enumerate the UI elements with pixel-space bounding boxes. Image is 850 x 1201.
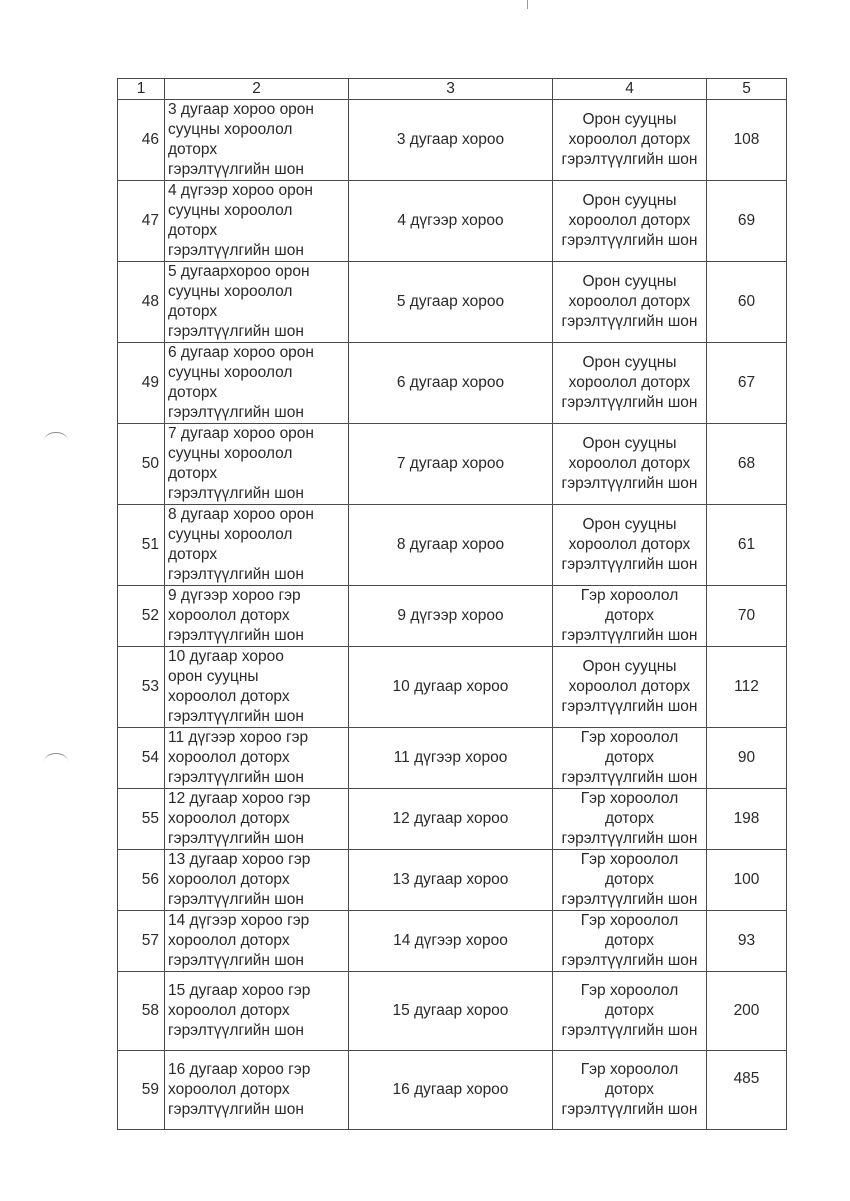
row-name-cell-text: 8 дугаар хороо орон сууцны хороолол доторх гэрэлтүүлгийн шон — [168, 506, 314, 583]
row-type-cell-text: Гэр хороолол доторх гэрэлтүүлгийн шон — [561, 1061, 698, 1118]
row-count-cell — [707, 343, 787, 424]
row-count-cell — [707, 647, 787, 728]
row-khoroo-cell — [349, 586, 553, 647]
row-name-cell — [165, 728, 349, 789]
row-khoroo-cell-text: 10 дугаар хороо — [392, 678, 509, 695]
row-count-cell-text: 198 — [733, 810, 760, 827]
row-number-cell — [118, 1051, 165, 1130]
punch-hole-mark — [44, 432, 68, 449]
row-type-cell-text: Гэр хороолол доторх гэрэлтүүлгийн шон — [561, 912, 698, 969]
row-khoroo-cell-text: 15 дугаар хороо — [392, 1002, 509, 1019]
row-name-cell — [165, 505, 349, 586]
row-number-cell-text: 49 — [141, 374, 159, 391]
row-khoroo-cell — [349, 789, 553, 850]
header-cell: 1 — [118, 79, 165, 100]
row-number-cell — [118, 728, 165, 789]
row-khoroo-cell-text: 16 дугаар хороо — [392, 1081, 509, 1098]
row-name-cell-text: 15 дугаар хороо гэр хороолол доторх гэрэлтүүлгийн шон — [168, 982, 311, 1039]
row-count-cell — [707, 972, 787, 1051]
row-name-cell-text: 4 дүгээр хороо орон сууцны хороолол доторх гэрэлтүүлгийн шон — [168, 182, 313, 259]
row-count-cell-text: 485 — [733, 1070, 760, 1087]
row-khoroo-cell-text: 3 дугаар хороо — [396, 131, 505, 148]
row-type-cell — [553, 1051, 707, 1130]
row-type-cell-text: Орон сууцны хороолол доторх гэрэлтүүлгийн шон — [561, 354, 698, 411]
table-row — [118, 850, 787, 911]
row-number-cell — [118, 181, 165, 262]
row-number-cell — [118, 343, 165, 424]
row-type-cell-text: Гэр хороолол доторх гэрэлтүүлгийн шон — [561, 729, 698, 786]
row-number-cell-text: 46 — [141, 131, 159, 148]
row-khoroo-cell-text: 9 дүгээр хороо — [397, 607, 504, 624]
row-number-cell-text: 56 — [141, 871, 159, 888]
row-type-cell — [553, 100, 707, 181]
row-name-cell — [165, 100, 349, 181]
table-row — [118, 100, 787, 181]
row-khoroo-cell-text: 6 дугаар хороо — [396, 374, 505, 391]
row-count-cell — [707, 100, 787, 181]
row-number-cell-text: 52 — [141, 607, 159, 624]
table-row — [118, 424, 787, 505]
row-khoroo-cell-text: 8 дугаар хороо — [396, 536, 505, 553]
row-count-cell-text: 70 — [737, 607, 756, 624]
row-count-cell — [707, 1051, 787, 1130]
row-count-cell — [707, 262, 787, 343]
row-khoroo-cell — [349, 424, 553, 505]
row-khoroo-cell-text: 5 дугаар хороо — [396, 293, 505, 310]
row-type-cell-text: Орон сууцны хороолол доторх гэрэлтүүлгийн шон — [561, 273, 698, 330]
table-row — [118, 262, 787, 343]
row-khoroo-cell — [349, 647, 553, 728]
row-count-cell-text: 67 — [737, 374, 756, 391]
row-name-cell — [165, 911, 349, 972]
row-name-cell-text: 3 дугаар хороо орон сууцны хороолол доторх гэрэлтүүлгийн шон — [168, 101, 314, 178]
row-name-cell-text: 16 дугаар хороо гэр хороолол доторх гэрэлтүүлгийн шон — [168, 1061, 311, 1118]
row-number-cell-text: 47 — [141, 212, 159, 229]
row-number-cell-text: 50 — [141, 455, 159, 472]
row-count-cell-text: 112 — [734, 678, 759, 695]
row-type-cell — [553, 789, 707, 850]
row-name-cell-text: 12 дугаар хороо гэр хороолол доторх гэрэлтүүлгийн шон — [168, 790, 311, 847]
header-cell: 2 — [165, 79, 349, 100]
row-type-cell — [553, 424, 707, 505]
row-name-cell-text: 13 дугаар хороо гэр хороолол доторх гэрэлтүүлгийн шон — [168, 851, 311, 908]
row-name-cell-text: 9 дүгээр хороо гэр хороолол доторх гэрэлтүүлгийн шон — [168, 587, 304, 644]
row-type-cell-text: Орон сууцны хороолол доторх гэрэлтүүлгийн шон — [561, 516, 698, 573]
row-name-cell — [165, 262, 349, 343]
row-name-cell — [165, 972, 349, 1051]
row-count-cell — [707, 181, 787, 262]
table-header-row — [118, 79, 787, 100]
row-name-cell-text: 11 дүгээр хороо гэр хороолол доторх гэрэлтүүлгийн шон — [168, 729, 309, 786]
row-khoroo-cell — [349, 911, 553, 972]
row-khoroo-cell — [349, 262, 553, 343]
row-type-cell-text: Орон сууцны хороолол доторх гэрэлтүүлгийн шон — [561, 435, 698, 492]
row-type-cell — [553, 728, 707, 789]
row-count-cell-text: 68 — [737, 455, 756, 472]
row-khoroo-cell-text: 4 дүгээр хороо — [397, 212, 504, 229]
row-type-cell — [553, 911, 707, 972]
row-type-cell-text: Гэр хороолол доторх гэрэлтүүлгийн шон — [561, 982, 698, 1039]
row-khoroo-cell-text: 7 дугаар хороо — [396, 455, 505, 472]
table-row — [118, 647, 787, 728]
row-count-cell — [707, 586, 787, 647]
row-type-cell-text: Орон сууцны хороолол доторх гэрэлтүүлгийн шон — [561, 111, 698, 168]
row-type-cell — [553, 343, 707, 424]
row-khoroo-cell — [349, 972, 553, 1051]
row-type-cell — [553, 586, 707, 647]
row-name-cell — [165, 424, 349, 505]
row-khoroo-cell — [349, 850, 553, 911]
table-row — [118, 911, 787, 972]
row-count-cell — [707, 728, 787, 789]
table-row — [118, 728, 787, 789]
table-row — [118, 789, 787, 850]
row-number-cell-text: 55 — [141, 810, 159, 827]
row-count-cell-text: 108 — [733, 131, 760, 148]
row-khoroo-cell — [349, 343, 553, 424]
row-khoroo-cell-text: 12 дугаар хороо — [392, 810, 509, 827]
row-type-cell — [553, 850, 707, 911]
row-name-cell — [165, 647, 349, 728]
row-name-cell-text: 14 дүгээр хороо гэр хороолол доторх гэрэлтүүлгийн шон — [168, 912, 310, 969]
row-count-cell — [707, 850, 787, 911]
row-name-cell — [165, 343, 349, 424]
table-row — [118, 1051, 787, 1130]
table-row — [118, 972, 787, 1051]
row-name-cell-text: 7 дугаар хороо орон сууцны хороолол доторх гэрэлтүүлгийн шон — [168, 425, 314, 502]
header-cell: 5 — [707, 79, 787, 100]
row-khoroo-cell — [349, 100, 553, 181]
row-type-cell — [553, 181, 707, 262]
row-type-cell — [553, 972, 707, 1051]
row-number-cell-text: 54 — [141, 749, 159, 766]
header-cell: 4 — [553, 79, 707, 100]
row-number-cell — [118, 647, 165, 728]
row-number-cell-text: 58 — [141, 1002, 159, 1019]
row-type-cell-text: Орон сууцны хороолол доторх гэрэлтүүлгийн шон — [561, 658, 698, 715]
row-type-cell-text: Гэр хороолол доторх гэрэлтүүлгийн шон — [561, 587, 698, 644]
row-number-cell — [118, 505, 165, 586]
row-count-cell-text: 90 — [737, 749, 756, 766]
row-number-cell — [118, 972, 165, 1051]
row-count-cell-text: 200 — [733, 1002, 760, 1019]
table-row — [118, 505, 787, 586]
row-count-cell — [707, 505, 787, 586]
row-count-cell-text: 69 — [737, 212, 756, 229]
header-cell: 3 — [349, 79, 553, 100]
row-name-cell — [165, 850, 349, 911]
row-type-cell — [553, 262, 707, 343]
row-count-cell-text: 100 — [733, 871, 760, 888]
row-number-cell — [118, 586, 165, 647]
row-number-cell-text: 59 — [141, 1081, 159, 1098]
row-number-cell-text: 53 — [141, 678, 159, 695]
row-count-cell-text: 93 — [737, 932, 756, 949]
row-khoroo-cell — [349, 505, 553, 586]
row-khoroo-cell — [349, 728, 553, 789]
row-number-cell-text: 48 — [141, 293, 159, 310]
row-number-cell — [118, 911, 165, 972]
table-row — [118, 343, 787, 424]
row-type-cell-text: Орон сууцны хороолол доторх гэрэлтүүлгийн шон — [561, 192, 698, 249]
row-type-cell-text: Гэр хороолол доторх гэрэлтүүлгийн шон — [561, 790, 698, 847]
row-count-cell-text: 60 — [737, 293, 756, 310]
table-row — [118, 181, 787, 262]
row-count-cell — [707, 789, 787, 850]
punch-hole-mark — [44, 753, 68, 770]
row-type-cell — [553, 647, 707, 728]
row-khoroo-cell-text: 13 дугаар хороо — [392, 871, 509, 888]
row-type-cell — [553, 505, 707, 586]
row-count-cell — [707, 911, 787, 972]
row-name-cell — [165, 586, 349, 647]
row-name-cell — [165, 1051, 349, 1130]
table-row — [118, 586, 787, 647]
row-number-cell-text: 57 — [141, 932, 159, 949]
row-khoroo-cell — [349, 1051, 553, 1130]
row-name-cell-text: 6 дугаар хороо орон сууцны хороолол доторх гэрэлтүүлгийн шон — [168, 344, 314, 421]
row-name-cell-text: 5 дугаархороо орон сууцны хороолол доторх гэрэлтүүлгийн шон — [168, 263, 310, 340]
row-name-cell — [165, 789, 349, 850]
row-type-cell-text: Гэр хороолол доторх гэрэлтүүлгийн шон — [561, 851, 698, 908]
row-khoroo-cell-text: 14 дүгээр хороо — [393, 932, 508, 949]
data-table — [117, 78, 787, 1130]
row-number-cell — [118, 262, 165, 343]
row-khoroo-cell — [349, 181, 553, 262]
row-number-cell — [118, 789, 165, 850]
row-number-cell — [118, 100, 165, 181]
row-number-cell-text: 51 — [141, 536, 159, 553]
row-khoroo-cell-text: 11 дүгээр хороо — [393, 749, 508, 766]
row-count-cell-text: 61 — [737, 536, 756, 553]
row-name-cell-text: 10 дугаар хороо орон сууцны хороолол доторх гэрэлтүүлгийн шон — [168, 648, 304, 725]
row-number-cell — [118, 850, 165, 911]
row-name-cell — [165, 181, 349, 262]
row-count-cell — [707, 424, 787, 505]
row-number-cell — [118, 424, 165, 505]
scan-mark — [527, 0, 528, 9]
